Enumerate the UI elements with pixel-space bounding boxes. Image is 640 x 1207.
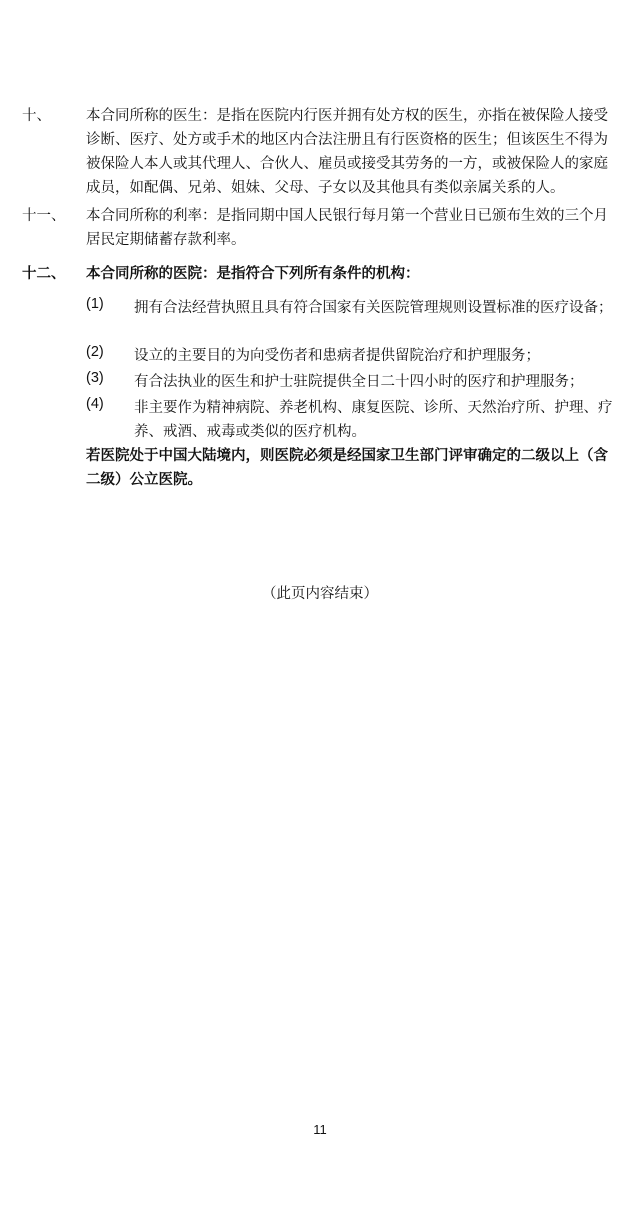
condition-text: 非主要作为精神病院、养老机构、康复医院、诊所、天然治疗所、护理、疗养、戒酒、戒毒或类似的医疗机构。 — [134, 400, 613, 440]
condition-text: 设立的主要目的为向受伤者和患病者提供留院治疗和护理服务； — [134, 348, 540, 364]
clause-text: 本合同所称的医生：是指在医院内行医并拥有处方权的医生，亦指在被保险人接受诊断、医疗、处方或手术的地区内合法注册且有行医资格的医生；但该医生不得为被保险人本人或其代理人、合伙人、雇员或接受其劳务的一方，或被保险人的家庭成员，如配偶、兄弟、姐妹、父母、子女以及其他具有类似亲属关系的人。 — [86, 108, 608, 196]
condition-number: (4) — [86, 396, 104, 412]
clause-number: 十一、 — [22, 208, 66, 224]
condition-text: 拥有合法经营执照且具有符合国家有关医院管理规则设置标准的医疗设备； — [134, 300, 613, 316]
condition-number: (1) — [86, 296, 104, 312]
page-number: 11 — [313, 1122, 327, 1137]
condition-number: (3) — [86, 370, 104, 386]
clause-text: 本合同所称的医院：是指符合下列所有条件的机构： — [86, 265, 420, 282]
condition-number: (2) — [86, 344, 104, 360]
hospital-note: 若医院处于中国大陆境内，则医院必须是经国家卫生部门评审确定的二级以上（含二级）公立医院。 — [86, 447, 608, 488]
end-of-page-note: （此页内容结束） — [262, 586, 378, 602]
clause-text: 本合同所称的利率：是指同期中国人民银行每月第一个营业日已颁布生效的三个月居民定期储蓄存款利率。 — [86, 208, 608, 248]
clause-number: 十、 — [22, 108, 51, 124]
condition-text: 有合法执业的医生和护士驻院提供全日二十四小时的医疗和护理服务； — [134, 374, 584, 390]
clause-number: 十二、 — [22, 265, 66, 282]
